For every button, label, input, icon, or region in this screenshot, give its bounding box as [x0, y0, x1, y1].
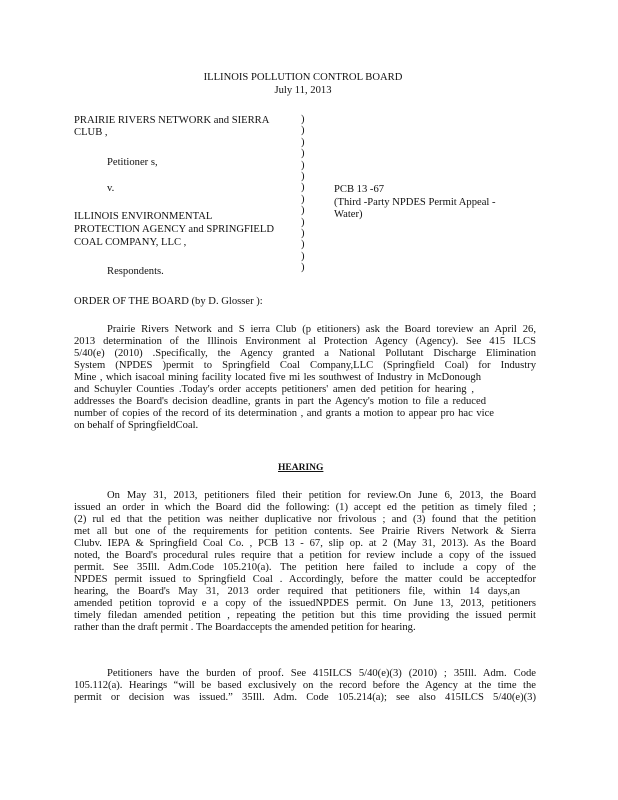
order-date: July 11, 2013 — [274, 85, 332, 96]
paragraph-line: Mine , which isacoal mining facility located five mi les southwest of Industry in McDonough — [74, 372, 481, 383]
paragraph-line: permit. See 35Ill. Adm.Code 105.210(a). The petition here failed to include a copy of the — [74, 562, 536, 573]
paragraph-line: NPDES permit issued to Springfield Coal . Accordingly, before the matter could be acceptedfor — [74, 574, 536, 585]
order-title: ORDER OF THE BOARD (by D. Glosser ): — [74, 296, 263, 307]
case-description-line1: (Third -Party NPDES Permit Appeal - — [334, 197, 496, 208]
paragraph-line: timely filedan amended petition , repeating the petition but this time providing the issued permit — [74, 610, 536, 621]
caption-divider: ) ) ) ) ) ) ) ) ) ) ) ) ) ) — [301, 114, 305, 274]
paragraph-line: (2) rul ed that the petition was neither duplicative nor frivolous ; and (3) found that the petition — [74, 514, 536, 525]
paragraph-line: addresses the Board's decision deadline, grants in part the Agency's motion to file a reduced — [74, 396, 486, 407]
petitioners-name-line1: PRAIRIE RIVERS NETWORK and SIERRA — [74, 115, 270, 126]
paragraph-line: On May 31, 2013, petitioners filed their petition for review.On June 6, 2013, the Board — [107, 490, 536, 501]
versus: v. — [107, 183, 115, 194]
paragraph-line: amended petition toprovid e a copy of the issuedNPDES permit. On June 13, 2013, petitioners — [74, 598, 536, 609]
respondents-name-line1: ILLINOIS ENVIRONMENTAL — [74, 211, 213, 222]
board-name: ILLINOIS POLLUTION CONTROL BOARD — [203, 72, 403, 83]
petitioners-name-line2: CLUB , — [74, 127, 108, 138]
paragraph-line: System (NPDES )permit to Springfield Coal Company,LLC (Springfield Coal) for Industry — [74, 360, 536, 371]
respondents-label: Respondents. — [107, 266, 164, 277]
case-number: PCB 13 -67 — [334, 184, 385, 195]
paragraph-line: hearing, the Board's May 31, 2013 order required that petitioners file, within 14 days,an — [74, 586, 520, 597]
hearing-heading: HEARING — [278, 463, 324, 473]
paragraph-line: noted, the Board's procedural rules require that a petition for review include a copy of the issued — [74, 550, 536, 561]
paragraph-line: rather than the draft permit . The Boardaccepts the amended petition for hearing. — [74, 622, 416, 633]
hearing-paragraph — [74, 490, 536, 634]
paragraph-line: Clubv. IEPA & Springfield Coal Co. , PCB 13 - 67, slip op. at 2 (May 31, 2013). As the Board — [74, 538, 536, 549]
paragraph-line: 105.112(a). Hearings “will be based exclusively on the record before the Agency at the time the — [74, 680, 536, 691]
paragraph-line: Petitioners have the burden of proof. See 415ILCS 5/40(e)(3) (2010) ; 35Ill. Adm. Code — [107, 668, 536, 679]
paragraph-line: met all but one of the requirements for petition contents. See Prairie Rivers Network & Sierra — [74, 526, 536, 537]
case-description-line2: Water) — [334, 209, 363, 220]
paragraph-line: 5/40(e) (2010) .Specifically, the Agency granted a National Pollutant Discharge Elimination — [74, 348, 536, 359]
respondents-name-line2: PROTECTION AGENCY and SPRINGFIELD — [74, 224, 275, 235]
intro-paragraph — [74, 324, 536, 432]
paragraph-line: 2013 determination of the Illinois Environment al Protection Agency (Agency). See 415 ILCS — [74, 336, 536, 347]
paragraph-line: on behalf of SpringfieldCoal. — [74, 420, 199, 431]
burden-paragraph — [74, 668, 536, 704]
paragraph-line: and Schuyler Counties .Today's order accepts petitioners' amen ded petition for hearing , — [74, 384, 474, 395]
paragraph-line: number of copies of the record of its determination , and grants a motion to appear pro hac vice — [74, 408, 494, 419]
respondents-name-line3: COAL COMPANY, LLC , — [74, 237, 187, 248]
paragraph-line: Prairie Rivers Network and S ierra Club (p etitioners) ask the Board toreview an April 26, — [107, 324, 536, 335]
petitioners-label: Petitioner s, — [107, 157, 158, 168]
paragraph-line: issued an order in which the Board did the following: (1) accept ed the petition as timely filed ; — [74, 502, 536, 513]
paragraph-line: permit or decision was issued.” 35Ill. Adm. Code 105.214(a); see also 415ILCS 5/40(e)(3) — [74, 692, 536, 703]
